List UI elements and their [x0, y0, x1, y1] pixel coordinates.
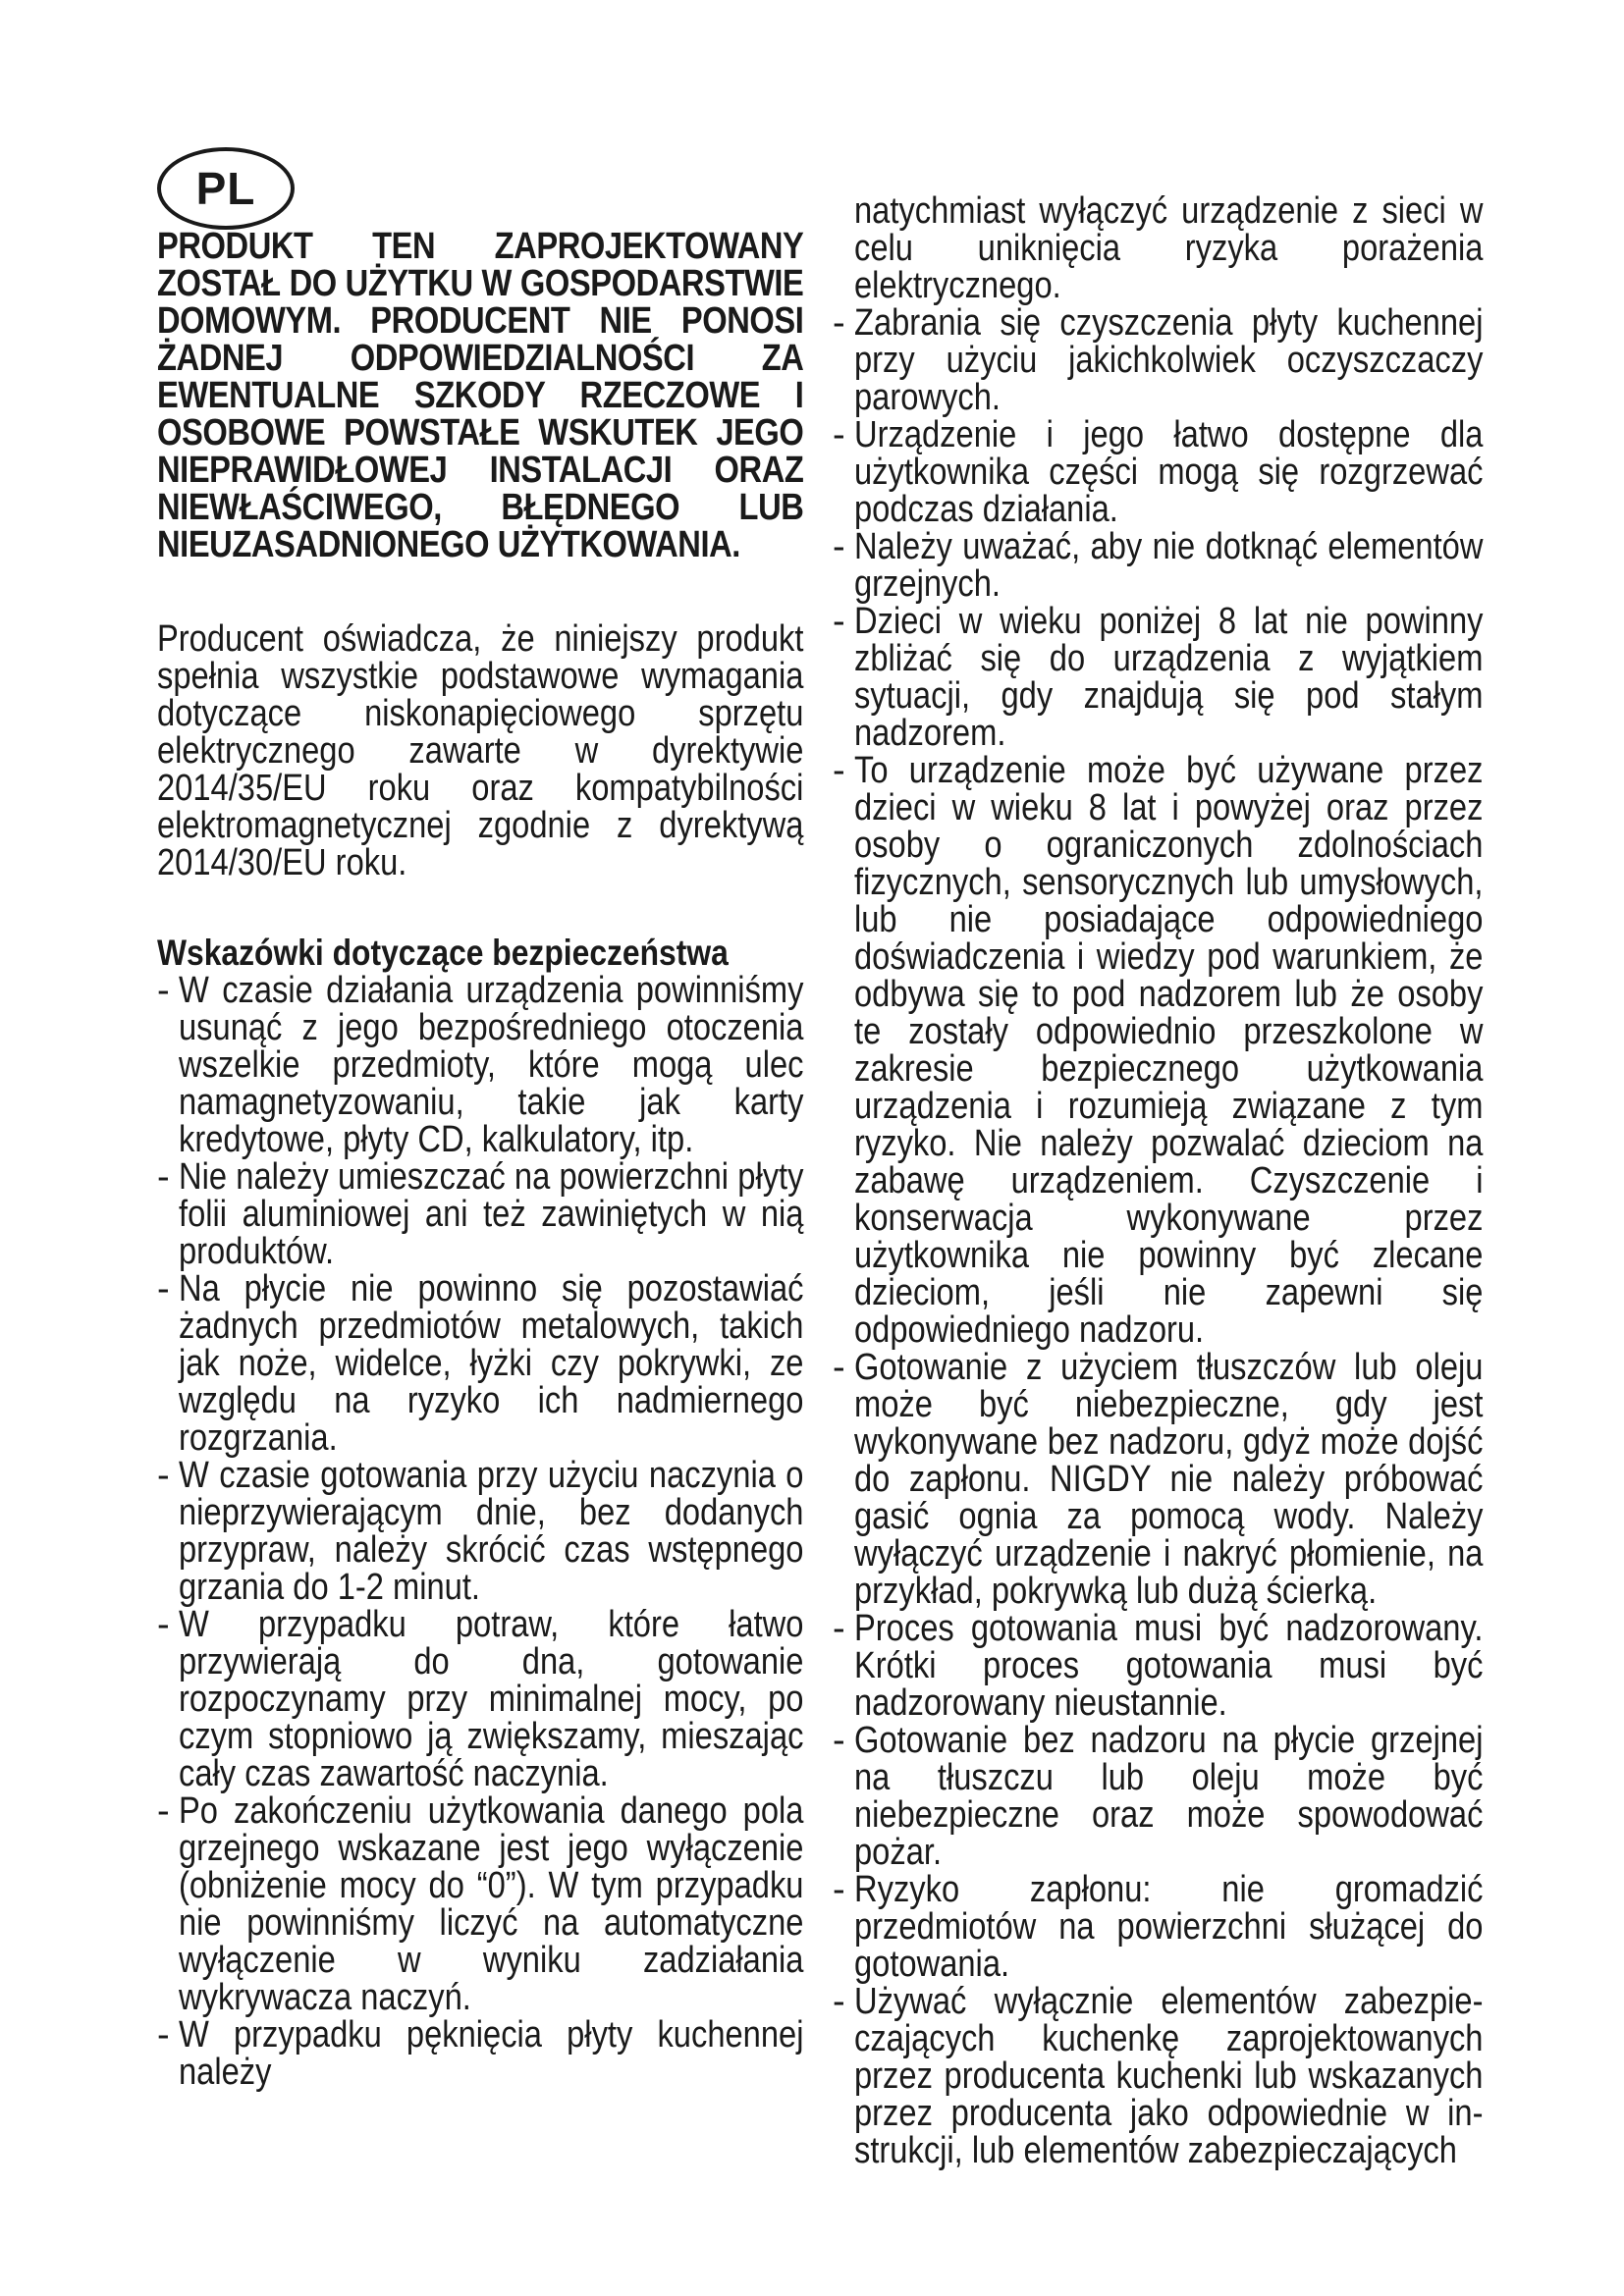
list-item-text: - Ryzyko zapłonu: nie gromadzić przedmiotów na powierzchni służącej do gotowania. [854, 1869, 1484, 1985]
list-item [833, 1722, 1485, 1871]
language-badge: PL [157, 147, 295, 230]
list-item-text: - W czasie działania urządzenia powinniśmy usunąć z jego bezpośredniego otoczenia wszelkie przedmioty, które mogą ulec namagnetyzowaniu, takie jak karty kredytowe, płyty CD, kalkulatory, itp. [179, 970, 804, 1160]
safety-list-right [833, 304, 1485, 2169]
list-item-text: - Po zakończeniu użytkowania danego pola grzejnego wskazane jest jego wyłączenie (obniżenie mocy do “0”). W tym przypadku nie powinniśmy liczyć na automatyczne wyłączenie w wyniku zadziałania wykrywacza naczyń. [179, 1790, 804, 2018]
compliance-declaration: Producent oświadcza, że niniejszy produkt spełnia wszystkie podstawowe wymagania dotyczące niskonapięciowego sprzętu elektrycznego zawarte w dyrektywie 2014/35/EU roku oraz kompatybilności elektromagnetycznej zgodnie z dyrektywą 2014/30/EU roku. [157, 618, 804, 883]
list-item [833, 1871, 1485, 1983]
list-item-text: - Na płycie nie powinno się pozostawiać żadnych przedmiotów metalowych, takich jak noże, widelce, łyżki czy pokrywki, ze względu na ryzyko ich nadmiernego rozgrzania. [179, 1268, 804, 1459]
left-column [157, 228, 805, 2091]
list-item-text: - Używać wyłącznie elementów zabezpie-czających kuchenkę zaprojektowanych przez producenta kuchenki lub wskazanych przez producenta jako odpowiednie w in-strukcji, lub elementów zabezpieczających [854, 1981, 1484, 2171]
list-item [157, 1457, 805, 1606]
list-item-text: - Proces gotowania musi być nadzorowany. Krótki proces gotowania musi być nadzorowany nieustannie. [854, 1608, 1484, 1724]
list-item-text: - Zabrania się czyszczenia płyty kuchennej przy użyciu jakichkolwiek oczyszczaczy parowych. [854, 302, 1484, 418]
list-item-text: - W czasie gotowania przy użyciu naczynia o nieprzywierającym dnie, bez dodanych przypraw, należy skrócić czas wstępnego grzania do 1-2 minut. [179, 1455, 804, 1608]
list-item [157, 1606, 805, 1792]
list-item [157, 1158, 805, 1270]
list-item-text: - To urządzenie może być używane przez dzieci w wieku 8 lat i powyżej oraz przez osoby o ograniczonych zdolnościach fizycznych, sensorycznych lub umysłowych, lub nie posiadające odpowiedniego doświadczenia i wiedzy pod warunkiem, że odbywa się to pod nadzorem lub że osoby te zostały odpowiednio przeszkolone w zakresie bezpiecznego użytkowania urządzenia i rozumieją związane z tym ryzyko. Nie należy pozwalać dzieciom na zabawę urządzeniem. Czyszczenie i konserwacja wykonywane przez użytkownika nie powinny być zlecane dzieciom, jeśli nie zapewni się odpowiedniego nadzoru. [854, 750, 1484, 1351]
list-item [833, 1610, 1485, 1722]
list-item [157, 2016, 805, 2091]
list-item-text: - Należy uważać, aby nie dotknąć elementów grzejnych. [854, 526, 1484, 605]
list-item [833, 752, 1485, 1349]
list-item-text: - Nie należy umieszczać na powierzchni płyty folii aluminiowej ani też zawiniętych w nią produktów. [179, 1156, 804, 1272]
list-item [157, 972, 805, 1158]
list-item [833, 603, 1485, 752]
list-item [833, 304, 1485, 416]
right-column [833, 192, 1485, 2169]
list-item-text: - W przypadku potraw, które łatwo przywierają do dna, gotowanie rozpoczynamy przy minimalnej mocy, po czym stopniowo ją zwiększamy, mieszając cały czas zawartość naczynia. [179, 1604, 804, 1794]
list-item-text: - W przypadku pęknięcia płyty kuchennej należy [179, 2014, 804, 2093]
list-item [833, 1983, 1485, 2169]
list-item [833, 416, 1485, 528]
list-item-text: - Gotowanie bez nadzoru na płycie grzejnej na tłuszczu lub oleju może być niebezpieczne oraz może spowodować pożar. [854, 1720, 1484, 1873]
warning-notice: PRODUKT TEN ZAPROJEKTOWANY ZOSTAŁ DO UŻYTKU W GOSPODARSTWIE DOMOWYM. PRODUCENT NIE PONOSI ŻADNEJ ODPOWIEDZIALNOŚCI ZA EWENTUALNE SZKODY RZECZOWE I OSOBOWE POWSTAŁE WSKUTEK JEGO NIEPRAWIDŁOWEJ INSTALACJI ORAZ NIEWŁAŚCIWEGO, BŁĘDNEGO LUB NIEUZASADNIONEGO UŻYTKOWANIA. [157, 226, 804, 565]
list-item-text: - Urządzenie i jego łatwo dostępne dla użytkownika części mogą się rozgrzewać podczas działania. [854, 414, 1484, 530]
list-item [157, 1792, 805, 2016]
continued-item-text [833, 192, 1485, 304]
safety-list-left [157, 972, 805, 2091]
list-item [157, 1270, 805, 1457]
continued-text: natychmiast wyłączyć urządzenie z sieci w celu uniknięcia ryzyka porażenia elektrycznego. [854, 190, 1484, 306]
list-item-text: - Dzieci w wieku poniżej 8 lat nie powinny zbliżać się do urządzenia z wyjątkiem sytuacji, gdy znajdują się pod stałym nadzorem. [854, 601, 1484, 754]
list-item-text: - Gotowanie z użyciem tłuszczów lub oleju może być niebezpieczne, gdy jest wykonywane bez nadzoru, gdyż może dojść do zapłonu. NIGDY nie należy próbować gasić ognia za pomocą wody. Należy wyłączyć urządzenie i nakryć płomienie, na przykład, pokrywką lub dużą ścierką. [854, 1347, 1484, 1612]
list-item [833, 1349, 1485, 1610]
safety-section-title: Wskazówki dotyczące bezpieczeństwa [157, 933, 729, 973]
list-item [833, 528, 1485, 603]
